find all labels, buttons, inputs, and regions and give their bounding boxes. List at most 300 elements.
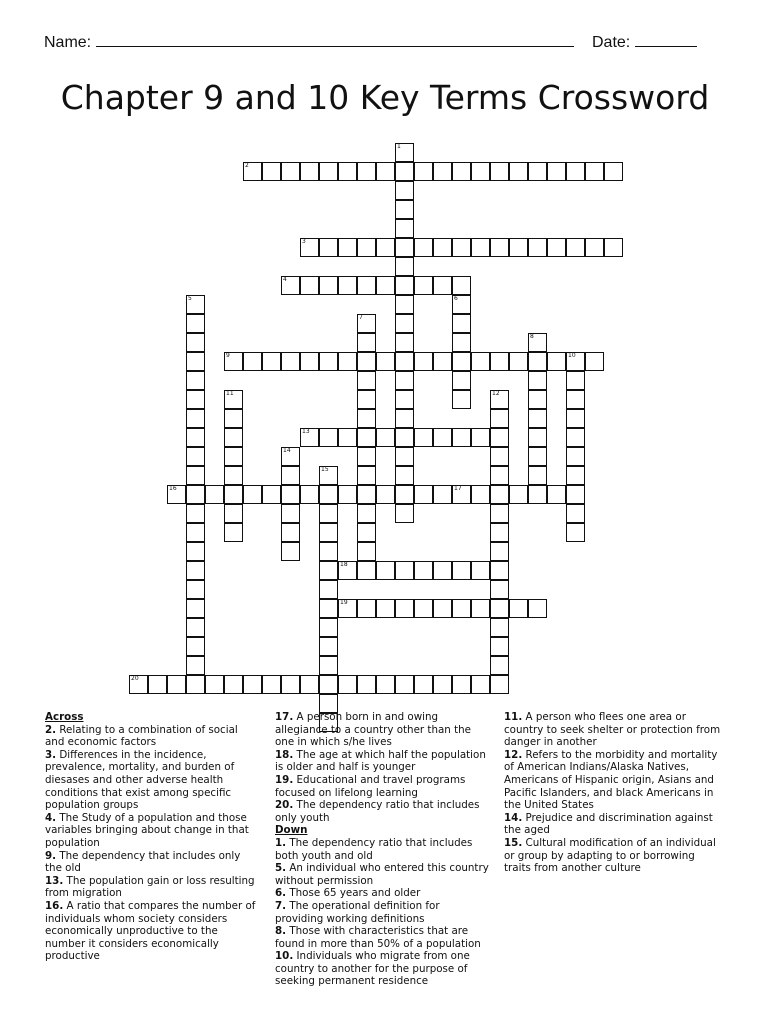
grid-cell[interactable] — [452, 371, 471, 390]
grid-cell[interactable] — [129, 675, 148, 694]
grid-cell[interactable] — [376, 599, 395, 618]
clue — [504, 749, 724, 812]
grid-cell[interactable] — [433, 352, 452, 371]
grid-cell[interactable] — [395, 333, 414, 352]
grid-cell[interactable] — [243, 675, 262, 694]
grid-cell[interactable] — [376, 485, 395, 504]
clues-column-2 — [275, 711, 490, 988]
clue — [504, 711, 724, 749]
grid-cell[interactable] — [357, 409, 376, 428]
clue-number-label: 4. — [45, 811, 57, 824]
grid-cell[interactable] — [414, 599, 433, 618]
clue-number-label: 17. — [275, 711, 294, 723]
grid-cell[interactable] — [414, 485, 433, 504]
grid-cell[interactable] — [281, 447, 300, 466]
grid-cell[interactable] — [262, 485, 281, 504]
clue-text: The operational definition for providing working definitions — [275, 899, 440, 925]
grid-cell[interactable] — [452, 599, 471, 618]
grid-cell[interactable] — [262, 675, 281, 694]
clue-text: Those 65 years and older — [286, 887, 421, 900]
grid-cell[interactable] — [357, 352, 376, 371]
grid-cell[interactable] — [243, 162, 262, 181]
clue — [45, 812, 260, 850]
grid-cell[interactable] — [471, 428, 490, 447]
grid-cell[interactable] — [566, 447, 585, 466]
grid-cell[interactable] — [205, 675, 224, 694]
grid-cell[interactable] — [338, 428, 357, 447]
grid-cell[interactable] — [452, 352, 471, 371]
grid-cell[interactable] — [528, 485, 547, 504]
grid-cell[interactable] — [490, 352, 509, 371]
grid-cell[interactable] — [357, 333, 376, 352]
clue — [45, 900, 260, 963]
clue — [45, 875, 260, 900]
clue-number: 12 — [492, 390, 500, 397]
grid-cell[interactable] — [452, 390, 471, 409]
grid-cell[interactable] — [395, 314, 414, 333]
grid-cell[interactable] — [243, 352, 262, 371]
grid-cell[interactable] — [338, 561, 357, 580]
grid-cell[interactable] — [319, 238, 338, 257]
grid-cell[interactable] — [357, 466, 376, 485]
clue — [504, 812, 724, 837]
grid-cell[interactable] — [186, 333, 205, 352]
grid-cell[interactable] — [186, 504, 205, 523]
grid-cell[interactable] — [509, 485, 528, 504]
grid-cell[interactable] — [186, 561, 205, 580]
grid-cell[interactable] — [490, 599, 509, 618]
grid-cell[interactable] — [338, 238, 357, 257]
grid-cell[interactable] — [319, 561, 338, 580]
grid-cell[interactable] — [509, 599, 528, 618]
grid-cell[interactable] — [186, 352, 205, 371]
grid-cell[interactable] — [300, 428, 319, 447]
grid-cell[interactable] — [585, 352, 604, 371]
grid-cell[interactable] — [395, 466, 414, 485]
clue-text: Refers to the morbidity and mortality of American Indians/Alaska Natives, Americans of Hispanic origin, Asians and Pacific Islanders, and black Americans in the United States — [504, 748, 718, 812]
grid-cell[interactable] — [395, 162, 414, 181]
grid-cell[interactable] — [433, 428, 452, 447]
grid-cell[interactable] — [319, 523, 338, 542]
grid-cell[interactable] — [357, 162, 376, 181]
clue-text: The population gain or loss resulting from migration — [45, 874, 255, 900]
grid-cell[interactable] — [186, 542, 205, 561]
grid-cell[interactable] — [281, 504, 300, 523]
grid-cell[interactable] — [490, 618, 509, 637]
grid-cell[interactable] — [357, 523, 376, 542]
grid-cell[interactable] — [528, 238, 547, 257]
grid-cell[interactable] — [395, 561, 414, 580]
grid-cell[interactable] — [566, 238, 585, 257]
grid-cell[interactable] — [414, 428, 433, 447]
clue-number: 19 — [340, 599, 348, 606]
grid-cell[interactable] — [566, 504, 585, 523]
clue-number-label: 16. — [45, 899, 64, 912]
grid-cell[interactable] — [585, 162, 604, 181]
grid-cell[interactable] — [490, 542, 509, 561]
grid-cell[interactable] — [452, 162, 471, 181]
clues-column-1 — [45, 711, 260, 963]
clue-text: Differences in the incidence, prevalence, mortality, and burden of diesases and other adverse health conditions that exist among specific population groups — [45, 748, 235, 812]
grid-cell[interactable] — [471, 352, 490, 371]
grid-cell[interactable] — [186, 371, 205, 390]
grid-cell[interactable] — [433, 276, 452, 295]
clue-number: 8 — [530, 333, 534, 340]
grid-cell[interactable] — [300, 238, 319, 257]
clue-text: The age at which half the population is older and half is younger — [275, 748, 486, 774]
grid-cell[interactable] — [338, 276, 357, 295]
grid-cell[interactable] — [319, 618, 338, 637]
grid-cell[interactable] — [395, 504, 414, 523]
grid-cell[interactable] — [319, 352, 338, 371]
grid-cell[interactable] — [566, 162, 585, 181]
grid-cell[interactable] — [471, 238, 490, 257]
grid-cell[interactable] — [452, 333, 471, 352]
clue-text: The dependency ratio that includes both youth and old — [275, 836, 473, 862]
clue — [504, 837, 724, 875]
clue-number-label: 3. — [45, 748, 57, 761]
grid-cell[interactable] — [167, 485, 186, 504]
grid-cell[interactable] — [604, 238, 623, 257]
clue-text: A ratio that compares the number of individuals whom society considers economically unproductive to the number it considers economically productive — [45, 899, 256, 963]
clue-number: 9 — [226, 352, 230, 359]
grid-cell[interactable] — [395, 257, 414, 276]
clue-number-label: 2. — [45, 723, 57, 736]
clue-text: Prejudice and discrimination against the aged — [504, 811, 713, 837]
grid-cell[interactable] — [319, 466, 338, 485]
grid-cell[interactable] — [414, 561, 433, 580]
grid-cell[interactable] — [528, 371, 547, 390]
grid-cell[interactable] — [471, 599, 490, 618]
grid-cell[interactable] — [471, 675, 490, 694]
grid-cell[interactable] — [224, 428, 243, 447]
clue-text: Educational and travel programs focused on lifelong learning — [275, 773, 466, 799]
grid-cell[interactable] — [376, 428, 395, 447]
grid-cell[interactable] — [224, 447, 243, 466]
grid-cell[interactable] — [148, 675, 167, 694]
grid-cell[interactable] — [281, 542, 300, 561]
grid-cell[interactable] — [509, 352, 528, 371]
grid-cell[interactable] — [395, 200, 414, 219]
grid-cell[interactable] — [395, 219, 414, 238]
grid-cell[interactable] — [471, 162, 490, 181]
grid-cell[interactable] — [338, 675, 357, 694]
clue-number: 14 — [283, 447, 291, 454]
grid-cell[interactable] — [395, 238, 414, 257]
grid-cell[interactable] — [186, 656, 205, 675]
grid-cell[interactable] — [490, 238, 509, 257]
grid-cell[interactable] — [357, 428, 376, 447]
grid-cell[interactable] — [528, 599, 547, 618]
grid-cell[interactable] — [490, 580, 509, 599]
clues-column-3 — [504, 711, 724, 875]
grid-cell[interactable] — [528, 162, 547, 181]
grid-cell[interactable] — [395, 599, 414, 618]
grid-cell[interactable] — [433, 599, 452, 618]
grid-cell[interactable] — [566, 428, 585, 447]
grid-cell[interactable] — [186, 390, 205, 409]
grid-cell[interactable] — [376, 561, 395, 580]
clue-number: 5 — [188, 295, 192, 302]
grid-cell[interactable] — [224, 485, 243, 504]
grid-cell[interactable] — [395, 352, 414, 371]
clue-number: 10 — [568, 352, 576, 359]
grid-cell[interactable] — [186, 485, 205, 504]
grid-cell[interactable] — [452, 675, 471, 694]
clue-text: The dependency ratio that includes only youth — [275, 799, 480, 824]
grid-cell[interactable] — [319, 599, 338, 618]
grid-cell[interactable] — [224, 675, 243, 694]
grid-cell[interactable] — [452, 295, 471, 314]
grid-cell[interactable] — [376, 238, 395, 257]
grid-cell[interactable] — [300, 675, 319, 694]
grid-cell[interactable] — [471, 561, 490, 580]
clue — [275, 950, 490, 988]
clue-number-label: 7. — [275, 899, 287, 912]
grid-cell[interactable] — [452, 428, 471, 447]
grid-cell[interactable] — [566, 371, 585, 390]
grid-cell[interactable] — [224, 352, 243, 371]
grid-cell[interactable] — [224, 466, 243, 485]
grid-cell[interactable] — [433, 238, 452, 257]
grid-cell[interactable] — [186, 618, 205, 637]
grid-cell[interactable] — [167, 675, 186, 694]
clue-number-label: 11. — [504, 711, 523, 723]
grid-cell[interactable] — [547, 352, 566, 371]
grid-cell[interactable] — [357, 314, 376, 333]
grid-cell[interactable] — [300, 352, 319, 371]
grid-cell[interactable] — [490, 656, 509, 675]
grid-cell[interactable] — [357, 599, 376, 618]
grid-cell[interactable] — [338, 352, 357, 371]
grid-cell[interactable] — [395, 409, 414, 428]
clue-text: A person born in and owing allegiance to a country other than the one in which s/he lives — [275, 711, 471, 749]
grid-cell[interactable] — [319, 542, 338, 561]
clue — [275, 862, 490, 887]
grid-cell[interactable] — [452, 485, 471, 504]
grid-cell[interactable] — [300, 276, 319, 295]
grid-cell[interactable] — [186, 447, 205, 466]
grid-cell[interactable] — [319, 675, 338, 694]
grid-cell[interactable] — [566, 523, 585, 542]
grid-cell[interactable] — [395, 371, 414, 390]
grid-cell[interactable] — [319, 276, 338, 295]
grid-cell[interactable] — [604, 162, 623, 181]
clue-number: 15 — [321, 466, 329, 473]
grid-cell[interactable] — [528, 447, 547, 466]
grid-cell[interactable] — [490, 466, 509, 485]
clue — [275, 711, 490, 749]
grid-cell[interactable] — [528, 466, 547, 485]
clue-text: Relating to a combination of social and economic factors — [45, 723, 238, 749]
grid-cell[interactable] — [205, 485, 224, 504]
grid-cell[interactable] — [357, 485, 376, 504]
grid-cell[interactable] — [319, 656, 338, 675]
name-label: Name: — [44, 34, 92, 51]
grid-cell[interactable] — [357, 675, 376, 694]
grid-cell[interactable] — [395, 485, 414, 504]
grid-cell[interactable] — [376, 162, 395, 181]
grid-cell[interactable] — [490, 428, 509, 447]
grid-cell[interactable] — [585, 238, 604, 257]
clue — [45, 749, 260, 812]
grid-cell[interactable] — [528, 390, 547, 409]
grid-cell[interactable] — [490, 485, 509, 504]
clue — [275, 887, 490, 900]
clue-number: 4 — [283, 276, 287, 283]
clue-text: A person who flees one area or country to seek shelter or protection from danger in another — [504, 711, 721, 749]
grid-cell[interactable] — [186, 314, 205, 333]
grid-cell[interactable] — [452, 561, 471, 580]
grid-cell[interactable] — [566, 485, 585, 504]
clue-number: 3 — [302, 238, 306, 245]
grid-cell[interactable] — [490, 504, 509, 523]
grid-cell[interactable] — [395, 295, 414, 314]
grid-cell[interactable] — [395, 143, 414, 162]
clue-number-label: 8. — [275, 925, 287, 938]
grid-cell[interactable] — [186, 409, 205, 428]
grid-cell[interactable] — [490, 637, 509, 656]
grid-cell[interactable] — [433, 561, 452, 580]
grid-cell[interactable] — [566, 352, 585, 371]
grid-cell[interactable] — [490, 675, 509, 694]
clue-number: 1 — [397, 143, 401, 150]
clue-number: 20 — [131, 675, 139, 682]
grid-cell[interactable] — [414, 675, 433, 694]
grid-cell[interactable] — [224, 409, 243, 428]
grid-cell[interactable] — [414, 276, 433, 295]
clues-heading: Down — [275, 824, 308, 837]
grid-cell[interactable] — [357, 371, 376, 390]
grid-cell[interactable] — [471, 485, 490, 504]
grid-cell[interactable] — [300, 485, 319, 504]
grid-cell[interactable] — [490, 162, 509, 181]
grid-cell[interactable] — [395, 447, 414, 466]
grid-cell[interactable] — [300, 162, 319, 181]
grid-cell[interactable] — [338, 485, 357, 504]
grid-cell[interactable] — [357, 447, 376, 466]
grid-cell[interactable] — [395, 428, 414, 447]
grid-cell[interactable] — [186, 295, 205, 314]
grid-cell[interactable] — [319, 580, 338, 599]
grid-cell[interactable] — [338, 162, 357, 181]
clue-text: Cultural modification of an individual or group by adapting to or borrowing traits from another culture — [504, 836, 716, 875]
clue — [275, 799, 490, 824]
clue-number-label: 10. — [275, 950, 294, 963]
grid-cell[interactable] — [224, 390, 243, 409]
grid-cell[interactable] — [433, 485, 452, 504]
grid-cell[interactable] — [281, 276, 300, 295]
grid-cell[interactable] — [414, 238, 433, 257]
grid-cell[interactable] — [357, 561, 376, 580]
grid-cell[interactable] — [566, 409, 585, 428]
grid-cell[interactable] — [490, 390, 509, 409]
clue-number: 7 — [359, 314, 363, 321]
grid-cell[interactable] — [490, 409, 509, 428]
grid-cell[interactable] — [376, 352, 395, 371]
grid-cell[interactable] — [186, 675, 205, 694]
grid-cell[interactable] — [547, 485, 566, 504]
grid-cell[interactable] — [452, 276, 471, 295]
grid-cell[interactable] — [433, 162, 452, 181]
grid-cell[interactable] — [433, 675, 452, 694]
grid-cell[interactable] — [319, 485, 338, 504]
grid-cell[interactable] — [414, 352, 433, 371]
grid-cell[interactable] — [490, 561, 509, 580]
grid-cell[interactable] — [357, 276, 376, 295]
grid-cell[interactable] — [357, 504, 376, 523]
grid-cell[interactable] — [281, 352, 300, 371]
grid-cell[interactable] — [357, 238, 376, 257]
grid-cell[interactable] — [395, 390, 414, 409]
grid-cell[interactable] — [319, 428, 338, 447]
clue-text: Those with characteristics that are found in more than 50% of a population — [275, 925, 481, 950]
grid-cell[interactable] — [452, 238, 471, 257]
grid-cell[interactable] — [186, 428, 205, 447]
clue-number: 16 — [169, 485, 177, 492]
grid-cell[interactable] — [262, 162, 281, 181]
grid-cell[interactable] — [566, 390, 585, 409]
grid-cell[interactable] — [186, 599, 205, 618]
grid-cell[interactable] — [319, 162, 338, 181]
grid-cell[interactable] — [281, 485, 300, 504]
grid-cell[interactable] — [395, 675, 414, 694]
grid-cell[interactable] — [357, 390, 376, 409]
page-title: Chapter 9 and 10 Key Terms Crossword — [60, 78, 710, 117]
grid-cell[interactable] — [528, 352, 547, 371]
grid-cell[interactable] — [452, 314, 471, 333]
grid-cell[interactable] — [281, 523, 300, 542]
grid-cell[interactable] — [509, 238, 528, 257]
grid-cell[interactable] — [414, 162, 433, 181]
grid-cell[interactable] — [490, 447, 509, 466]
grid-cell[interactable] — [262, 352, 281, 371]
grid-cell[interactable] — [319, 637, 338, 656]
clue-number-label: 18. — [275, 748, 294, 761]
grid-cell[interactable] — [186, 580, 205, 599]
grid-cell[interactable] — [376, 675, 395, 694]
grid-cell[interactable] — [224, 504, 243, 523]
grid-cell[interactable] — [224, 523, 243, 542]
clue — [275, 925, 490, 950]
grid-cell[interactable] — [395, 181, 414, 200]
grid-cell[interactable] — [395, 276, 414, 295]
grid-cell[interactable] — [566, 466, 585, 485]
clue-number: 18 — [340, 561, 348, 568]
grid-cell[interactable] — [376, 276, 395, 295]
grid-cell[interactable] — [186, 637, 205, 656]
grid-cell[interactable] — [490, 523, 509, 542]
grid-cell[interactable] — [528, 333, 547, 352]
clue-number-label: 14. — [504, 811, 523, 824]
grid-cell[interactable] — [338, 599, 357, 618]
grid-cell[interactable] — [357, 542, 376, 561]
grid-cell[interactable] — [547, 162, 566, 181]
grid-cell[interactable] — [186, 466, 205, 485]
grid-cell[interactable] — [319, 504, 338, 523]
grid-cell[interactable] — [547, 238, 566, 257]
grid-cell[interactable] — [528, 428, 547, 447]
grid-cell[interactable] — [528, 409, 547, 428]
grid-cell[interactable] — [281, 675, 300, 694]
clue — [275, 900, 490, 925]
grid-cell[interactable] — [281, 162, 300, 181]
grid-cell[interactable] — [186, 523, 205, 542]
grid-cell[interactable] — [281, 466, 300, 485]
grid-cell[interactable] — [243, 485, 262, 504]
clue — [275, 837, 490, 862]
grid-cell[interactable] — [509, 162, 528, 181]
